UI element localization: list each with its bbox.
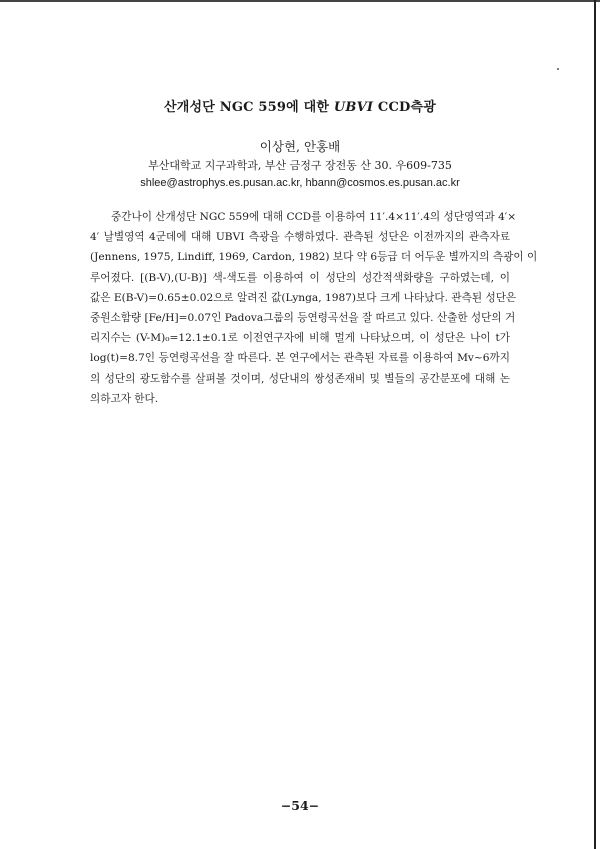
- abstract: [90, 207, 538, 409]
- scan-edge-right: [594, 0, 596, 849]
- paper-emails: shlee@astrophys.es.pusan.ac.kr, hbann@cosmos.es.pusan.ac.kr: [140, 177, 460, 189]
- abstract-line: 중간나이 산개성단 NGC 559에 대해 CCD를 이용하여 11′.4×11′.4의 성단영역과 4′×: [111, 211, 517, 223]
- abstract-line: (Jennens, 1975, Lindiff, 1969, Cardon, 1982) 보다 약 6등급 더 어두운 별까지의 측광이 이: [90, 251, 538, 264]
- title-suffix: CCD측광: [373, 100, 436, 115]
- paper-title: [0, 96, 600, 115]
- paper-affiliation: 부산대학교 지구과학과, 부산 금정구 장전동 산 30. 우609-735: [148, 159, 452, 172]
- scan-speck: [557, 68, 559, 70]
- abstract-line: 의하고자 한다.: [90, 392, 159, 405]
- abstract-line: 중원소함량 [Fe/H]=0.07인 Padova그룹의 등연령곡선을 잘 따르고 있다. 산출한 성단의 거: [90, 311, 516, 324]
- paper-authors: 이상현, 안홍배: [259, 139, 341, 154]
- abstract-line: 리지수는 (V-M)₀=12.1±0.1로 이전연구자에 비해 멀게 나타났으며, 이 성단은 나이 t가: [90, 332, 510, 345]
- page-number: −54−: [280, 798, 320, 813]
- abstract-line: log(t)=8.7인 등연령곡선을 잘 따른다. 본 연구에서는 관측된 자료를 이용하여 Mv~6까지: [90, 352, 510, 365]
- abstract-line: 루어졌다. [(B-V),(U-B)] 색-색도를 이용하여 이 성단의 성간적색화량을 구하였는데, 이: [90, 271, 510, 284]
- abstract-line: 4′ 날별영역 4군데에 대해 UBVI 측광을 수행하였다. 관측된 성단은 이전까지의 관측자료: [90, 231, 510, 244]
- abstract-line: 값은 E(B-V)=0.65±0.02으로 알려진 값(Lynga, 1987)보다 크게 나타났다. 관측된 성단은: [90, 291, 517, 304]
- abstract-line: 의 성단의 광도함수를 살펴볼 것이며, 성단내의 쌍성존재비 및 별들의 공간분포에 대해 논: [90, 372, 510, 385]
- title-prefix: 산개성단 NGC 559에 대한: [164, 100, 334, 115]
- title-italic-ubvi: UBVI: [333, 100, 374, 115]
- scan-edge-top: [0, 0, 600, 2]
